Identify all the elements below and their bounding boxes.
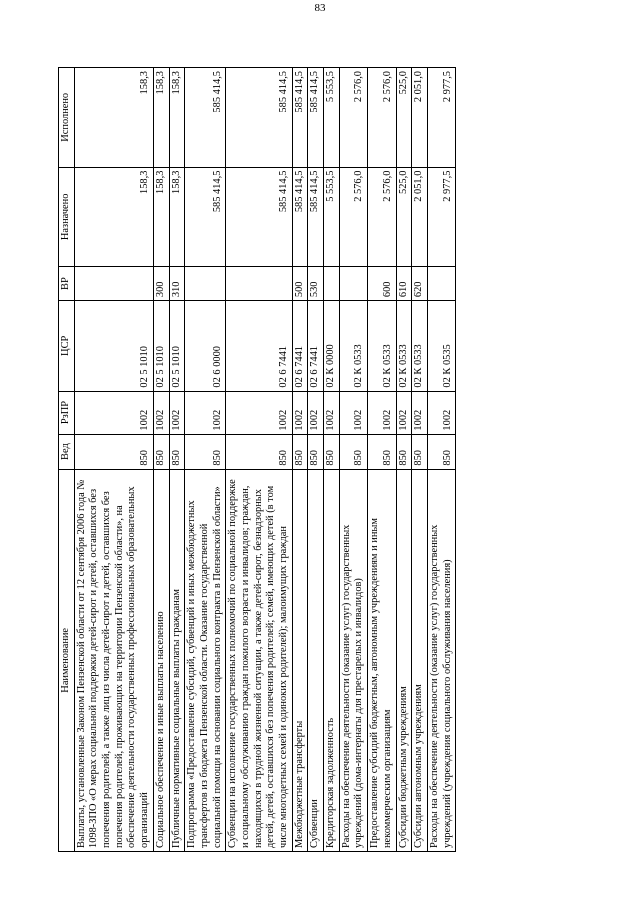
cell-assigned: 585 414,5 xyxy=(226,167,292,267)
table-row xyxy=(368,68,396,852)
table-row xyxy=(412,68,428,852)
table-row xyxy=(308,68,324,852)
cell-name: Публичные нормативные социальные выплаты гражданам xyxy=(169,469,185,851)
page-number: 83 xyxy=(314,2,326,14)
cell-assigned: 2 977,5 xyxy=(427,167,455,267)
table-row xyxy=(324,68,340,852)
cell-executed: 158,3 xyxy=(74,68,153,168)
cell-name: Расходы на обеспечение деятельности (оказание услуг) государственных учреждений (учреждения социального обслуживания населения) xyxy=(427,469,455,851)
cell-csr: 02 К 0533 xyxy=(412,301,428,392)
col-header-executed: Исполнено xyxy=(59,68,75,168)
table-row xyxy=(339,68,367,852)
cell-executed: 585 414,5 xyxy=(226,68,292,168)
cell-csr: 02 5 1010 xyxy=(153,301,169,392)
cell-vr: 500 xyxy=(292,267,308,301)
cell-csr: 02 6 0000 xyxy=(185,301,226,392)
cell-rzpr: 1002 xyxy=(308,391,324,434)
cell-name: Субвенции на исполнение государственных полномочий по социальной поддержке и социальному обслуживанию граждан пожилого возраста и инвалидов; граждан, находящихся в трудной жизненной ситуации, а также детей-сирот, безнадзорных детей, детей, оставшихся без попечения родителей; семей, имеющих детей (в том числе многодетных семей и одиноких родителей); малоимущих граждан xyxy=(226,469,292,851)
cell-ved: 850 xyxy=(339,434,367,469)
cell-assigned: 158,3 xyxy=(153,167,169,267)
cell-assigned: 585 414,5 xyxy=(308,167,324,267)
table-row xyxy=(292,68,308,852)
cell-csr: 02 6 7441 xyxy=(292,301,308,392)
cell-csr: 02 5 1010 xyxy=(74,301,153,392)
cell-vr: 600 xyxy=(368,267,396,301)
cell-rzpr: 1002 xyxy=(292,391,308,434)
cell-name: Кредиторская задолженность xyxy=(324,469,340,851)
table-row xyxy=(396,68,412,852)
col-header-assigned: Назначено xyxy=(59,167,75,267)
cell-rzpr: 1002 xyxy=(427,391,455,434)
cell-name: Межбюджетные трансферты xyxy=(292,469,308,851)
cell-vr: 300 xyxy=(153,267,169,301)
cell-rzpr: 1002 xyxy=(368,391,396,434)
cell-rzpr: 1002 xyxy=(226,391,292,434)
cell-ved: 850 xyxy=(185,434,226,469)
cell-ved: 850 xyxy=(324,434,340,469)
cell-assigned: 5 553,5 xyxy=(324,167,340,267)
cell-csr: 02 К 0000 xyxy=(324,301,340,392)
cell-rzpr: 1002 xyxy=(324,391,340,434)
cell-vr xyxy=(324,267,340,301)
cell-executed: 585 414,5 xyxy=(292,68,308,168)
cell-ved: 850 xyxy=(74,434,153,469)
table-row xyxy=(74,68,153,852)
budget-table-rotated xyxy=(58,67,598,852)
col-header-ved: Вед xyxy=(59,434,75,469)
cell-name: Субвенции xyxy=(308,469,324,851)
table-row xyxy=(153,68,169,852)
cell-csr: 02 6 7441 xyxy=(308,301,324,392)
cell-ved: 850 xyxy=(169,434,185,469)
cell-assigned: 2 051,0 xyxy=(412,167,428,267)
cell-executed: 2 051,0 xyxy=(412,68,428,168)
cell-vr: 610 xyxy=(396,267,412,301)
cell-vr xyxy=(74,267,153,301)
cell-csr: 02 К 0533 xyxy=(396,301,412,392)
cell-executed: 585 414,5 xyxy=(308,68,324,168)
cell-vr xyxy=(427,267,455,301)
col-header-vr: ВР xyxy=(59,267,75,301)
cell-assigned: 585 414,5 xyxy=(185,167,226,267)
cell-csr: 02 К 0533 xyxy=(368,301,396,392)
cell-executed: 158,3 xyxy=(169,68,185,168)
cell-assigned: 2 576,0 xyxy=(368,167,396,267)
cell-executed: 5 553,5 xyxy=(324,68,340,168)
col-header-csr: ЦСР xyxy=(59,301,75,392)
cell-ved: 850 xyxy=(292,434,308,469)
col-header-name: Наименование xyxy=(59,469,75,851)
cell-executed: 585 414,5 xyxy=(185,68,226,168)
cell-csr: 02 К 0533 xyxy=(339,301,367,392)
col-header-rzpr: РзПР xyxy=(59,391,75,434)
table-row xyxy=(185,68,226,852)
cell-csr: 02 5 1010 xyxy=(169,301,185,392)
cell-name: Расходы на обеспечение деятельности (оказание услуг) государственных учреждений (дома-интернаты для престарелых и инвалидов) xyxy=(339,469,367,851)
cell-vr: 620 xyxy=(412,267,428,301)
table-header-row xyxy=(59,68,75,852)
cell-rzpr: 1002 xyxy=(412,391,428,434)
cell-name: Субсидии бюджетным учреждениям xyxy=(396,469,412,851)
budget-table xyxy=(58,67,456,852)
table-row xyxy=(169,68,185,852)
cell-vr: 310 xyxy=(169,267,185,301)
cell-ved: 850 xyxy=(396,434,412,469)
cell-ved: 850 xyxy=(308,434,324,469)
table-row xyxy=(427,68,455,852)
cell-name: Предоставление субсидий бюджетным, автономным учреждениям и иным некоммерческим организациям xyxy=(368,469,396,851)
cell-rzpr: 1002 xyxy=(74,391,153,434)
cell-ved: 850 xyxy=(427,434,455,469)
cell-assigned: 2 576,0 xyxy=(339,167,367,267)
cell-executed: 2 977,5 xyxy=(427,68,455,168)
cell-ved: 850 xyxy=(412,434,428,469)
cell-name: Подпрограмма «Предоставление субсидий, субвенций и иных межбюджетных трансфертов из бюджета Пензенской области. Оказание государственной социальной помощи на основании социального контракта в Пензенской области» xyxy=(185,469,226,851)
cell-rzpr: 1002 xyxy=(153,391,169,434)
cell-executed: 2 576,0 xyxy=(339,68,367,168)
cell-ved: 850 xyxy=(368,434,396,469)
cell-ved: 850 xyxy=(153,434,169,469)
cell-executed: 525,0 xyxy=(396,68,412,168)
cell-assigned: 158,3 xyxy=(74,167,153,267)
cell-rzpr: 1002 xyxy=(339,391,367,434)
cell-assigned: 525,0 xyxy=(396,167,412,267)
cell-name: Выплаты, установленные Законом Пензенской области от 12 сентября 2006 года № 1098-ЗПО «О мерах социальной поддержки детей-сирот и детей, оставшихся без попечения родителей, а также лиц из числа детей-сирот и детей, оставшихся без попечения родителей, проживающих на территории Пензенской области», на обеспечение деятельности государственных профессиональных образовательных организаций xyxy=(74,469,153,851)
table-row xyxy=(226,68,292,852)
cell-csr: 02 К 0535 xyxy=(427,301,455,392)
cell-assigned: 158,3 xyxy=(169,167,185,267)
cell-rzpr: 1002 xyxy=(169,391,185,434)
cell-vr xyxy=(339,267,367,301)
cell-assigned: 585 414,5 xyxy=(292,167,308,267)
cell-rzpr: 1002 xyxy=(396,391,412,434)
cell-executed: 2 576,0 xyxy=(368,68,396,168)
cell-vr xyxy=(226,267,292,301)
cell-rzpr: 1002 xyxy=(185,391,226,434)
cell-executed: 158,3 xyxy=(153,68,169,168)
cell-name: Субсидии автономным учреждениям xyxy=(412,469,428,851)
cell-ved: 850 xyxy=(226,434,292,469)
cell-vr xyxy=(185,267,226,301)
cell-vr: 530 xyxy=(308,267,324,301)
cell-csr: 02 6 7441 xyxy=(226,301,292,392)
cell-name: Социальное обеспечение и иные выплаты населению xyxy=(153,469,169,851)
